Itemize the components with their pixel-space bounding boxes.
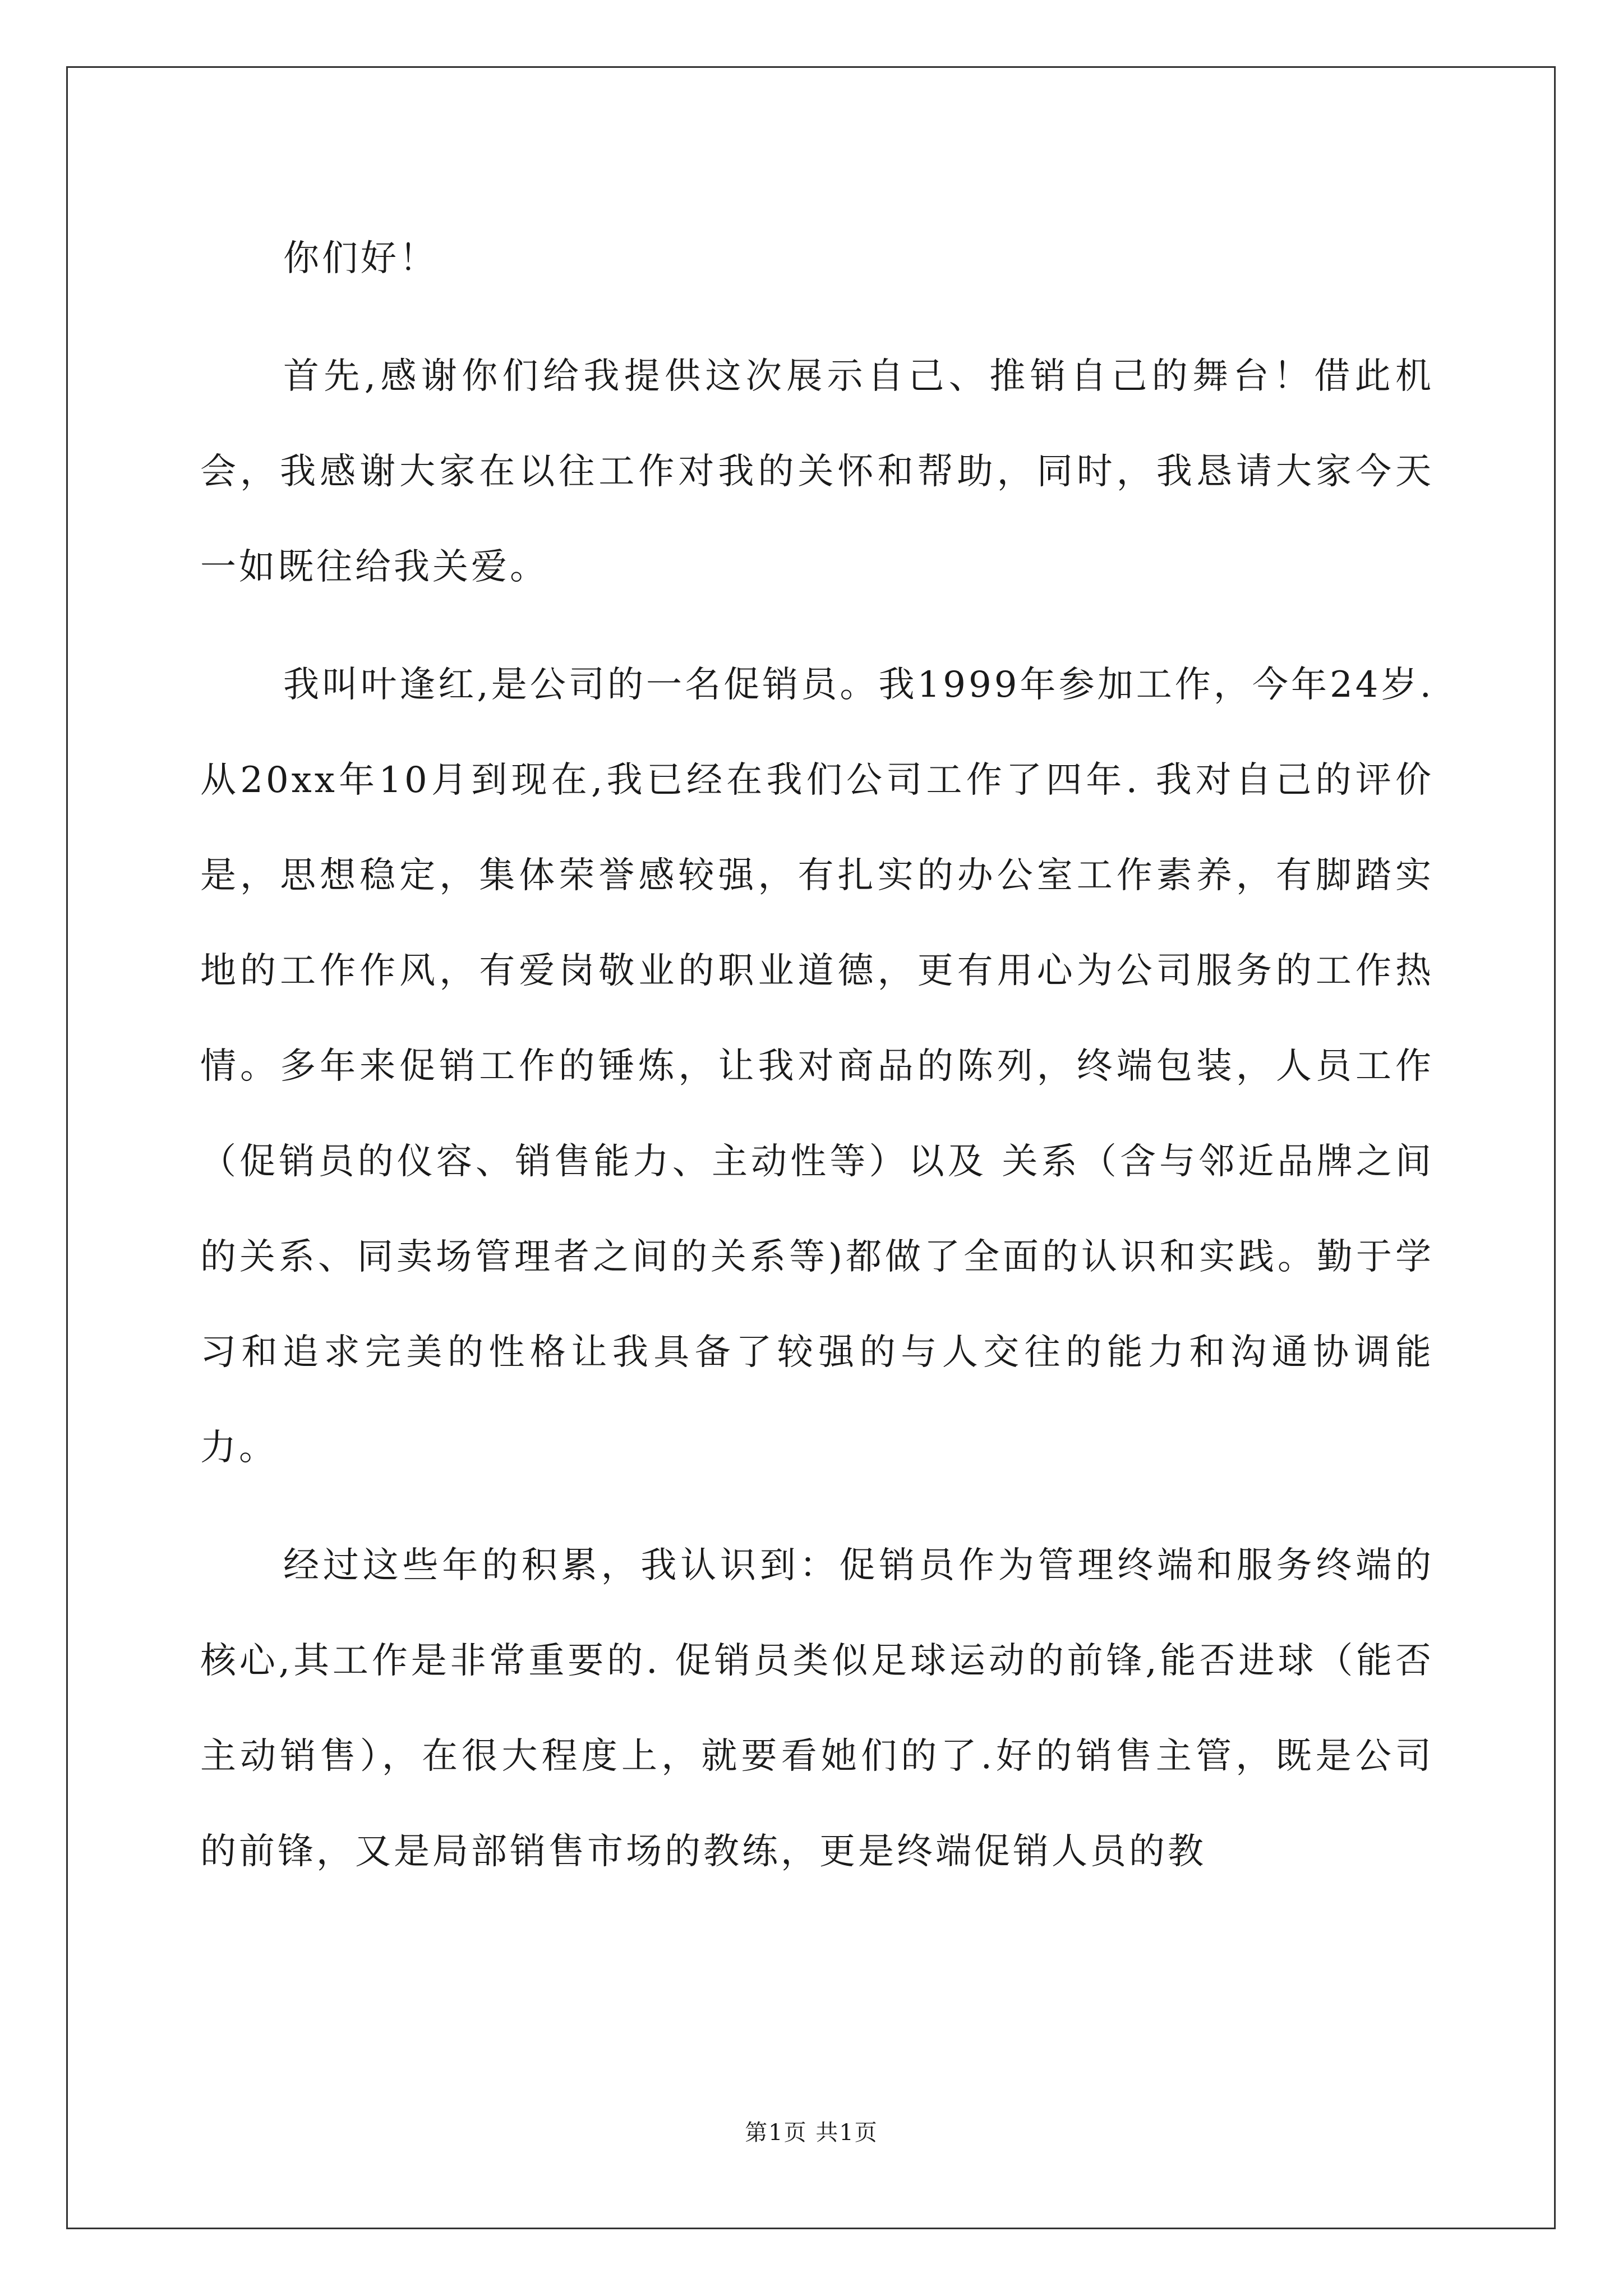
paragraph-self-introduction: 我叫叶逢红,是公司的一名促销员。我1999年参加工作，今年24岁.从20xx年10月到现在,我已经在我们公司工作了四年. 我对自己的评价是，思想稳定，集体荣誉感较强，有扎实的办公室工作素养，有脚踏实地的工作作风，有爱岗敬业的职业道德，更有用心为公司服务的工作热情。多年来促销工作的锤炼，让我对商品的陈列，终端包装，人员工作（促销员的仪容、销售能力、主动性等）以及 关系（含与邻近品牌之间的关系、同卖场管理者之间的关系等)都做了全面的认识和实践。勤于学习和追求完美的性格让我具备了较强的与人交往的能力和沟通协调能力。 (200, 664, 1434, 1469)
document-body (200, 211, 1434, 1899)
paragraph-understanding: 经过这些年的积累，我认识到：促销员作为管理终端和服务终端的核心,其工作是非常重要的. 促销员类似足球运动的前锋,能否进球（能否主动销售），在很大程度上，就要看她们的了.好的销售主管，既是公司的前锋，又是局部销售市场的教练，更是终端促销人员的教 (200, 1545, 1434, 1872)
paragraph-thanks: 首先,感谢你们给我提供这次展示自己、推销自己的舞台！借此机会，我感谢大家在以往工作对我的关怀和帮助，同时，我恳请大家今天一如既往给我关爱。 (200, 356, 1434, 588)
paragraph-greeting: 你们好！ (283, 238, 438, 279)
page-number-footer: 第1页 共1页 (745, 2120, 878, 2146)
